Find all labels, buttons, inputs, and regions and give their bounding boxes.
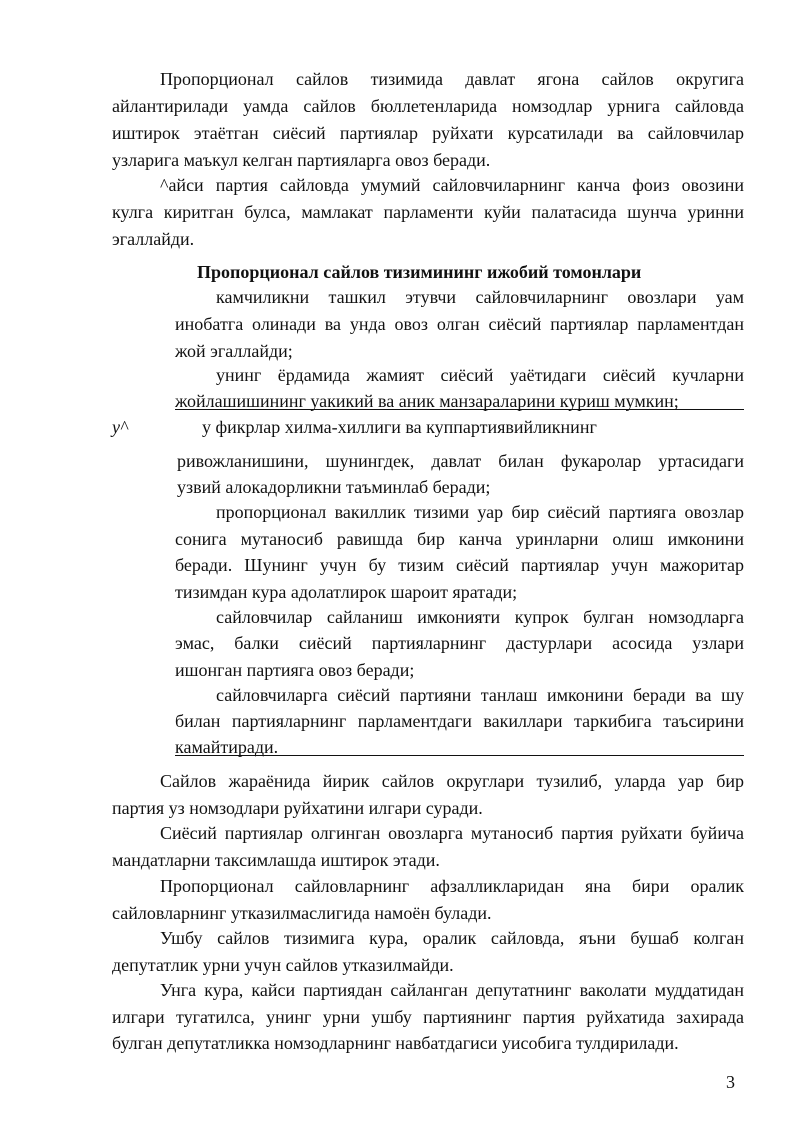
advantage-2-line-3: у фикрлар хилма-хиллиги ва куппартиявийликнинг — [202, 417, 597, 437]
closing-p3-line-1: Пропорционал сайловларнинг афзалликларидан яна бири оралик — [160, 876, 744, 896]
horizontal-rule-bottom — [175, 755, 744, 756]
advantage-4-line-2: эмас, балки сиёсий партияларнинг дастурлари асосида узлари — [175, 633, 744, 653]
closing-p3-line-2: сайловларнинг утказилмаслигида намоён булади. — [112, 903, 492, 923]
closing-p4-line-2: депутатлик урни учун сайлов утказилмайди. — [112, 955, 454, 975]
closing-p2-line-2: мандатларни таксимлашда иштирок этади. — [112, 850, 440, 870]
intro-p1-line-4: узларига маъкул келган партияларга овоз беради. — [112, 150, 491, 170]
advantage-2-line-1: унинг ёрдамида жамият сиёсий уаётидаги сиёсий кучларни — [216, 365, 744, 385]
advantage-3-line-2: сонига мутаносиб равишда бир канча уринларни олиш имконини — [175, 529, 744, 549]
advantage-3-line-4: тизимдан кура адолатлирок шароит яратади; — [175, 582, 518, 602]
advantage-1-line-2: инобатга олинади ва унда овоз олган сиёсий партиялар парламентдан — [175, 314, 744, 334]
intro-p1-line-2: айлантирилади уамда сайлов бюллетенларида номзодлар урнига сайловда — [112, 96, 744, 116]
intro-p2-line-1: ^айси партия сайловда умумий сайловчиларнинг канча фоиз овозини — [160, 175, 744, 195]
page-number: 3 — [726, 1072, 735, 1092]
closing-p4-line-1: Ушбу сайлов тизимига кура, оралик сайловда, яъни бушаб колган — [160, 928, 744, 948]
intro-p1-line-3: иштирок этаётган сиёсий партиялар руйхати курсатилади ва сайловчилар — [112, 123, 744, 143]
closing-p5-line-2: илгари тугатилса, унинг урни ушбу партиянинг партия руйхатида захирада — [112, 1007, 744, 1027]
closing-p5-line-3: булган депутатликка номзодларнинг навбатдагиси уисобига тулдирилади. — [112, 1033, 679, 1053]
horizontal-rule-top — [175, 409, 744, 410]
section-heading: Пропорционал сайлов тизимининг ижобий томонлари — [197, 262, 642, 282]
intro-p2-line-2: кулга киритган булса, мамлакат парламенти куйи палатасида шунча уринни — [112, 202, 744, 222]
advantage-5-line-2: билан партияларнинг парламентдаги вакиллари таркибига таъсирини — [175, 711, 744, 731]
advantage-2-line-2: жойлашишининг уакикий ва аник манзараларини куриш мумкин; — [175, 391, 679, 411]
advantage-2-line-5: узвий алокадорликни таъминлаб беради; — [177, 477, 491, 497]
closing-p1-line-1: Сайлов жараёнида йирик сайлов округлари тузилиб, уларда уар бир — [160, 771, 744, 791]
advantage-1-line-3: жой эгаллайди; — [175, 341, 293, 361]
margin-mark: у^ — [112, 417, 128, 437]
closing-p2-line-1: Сиёсий партиялар олгинган овозларга мутаносиб партия руйхати буйича — [160, 823, 744, 843]
advantage-3-line-3: беради. Шунинг учун бу тизим сиёсий партиялар учун мажоритар — [175, 555, 744, 575]
advantage-4-line-3: ишонган партияга овоз беради; — [175, 660, 415, 680]
advantage-4-line-1: сайловчилар сайланиш имконияти купрок булган номзодларга — [216, 607, 744, 627]
closing-p1-line-2: партия уз номзодлари руйхатини илгари суради. — [112, 798, 483, 818]
advantage-2-line-4: ривожланишини, шунингдек, давлат билан фукаролар уртасидаги — [177, 451, 744, 471]
advantage-3-line-1: пропорционал вакиллик тизими уар бир сиёсий партияга овозлар — [216, 502, 744, 522]
advantage-5-line-3: камайтиради. — [175, 737, 279, 757]
intro-p1-line-1: Пропорционал сайлов тизимида давлат ягона сайлов округига — [160, 69, 744, 89]
advantage-1-line-1: камчиликни ташкил этувчи сайловчиларнинг овозлари уам — [216, 287, 744, 307]
intro-p2-line-3: эгаллайди. — [112, 229, 195, 249]
advantage-5-line-1: сайловчиларга сиёсий партияни танлаш имконини беради ва шу — [216, 685, 744, 705]
closing-p5-line-1: Унга кура, кайси партиядан сайланган депутатнинг ваколати муддатидан — [160, 980, 744, 1000]
